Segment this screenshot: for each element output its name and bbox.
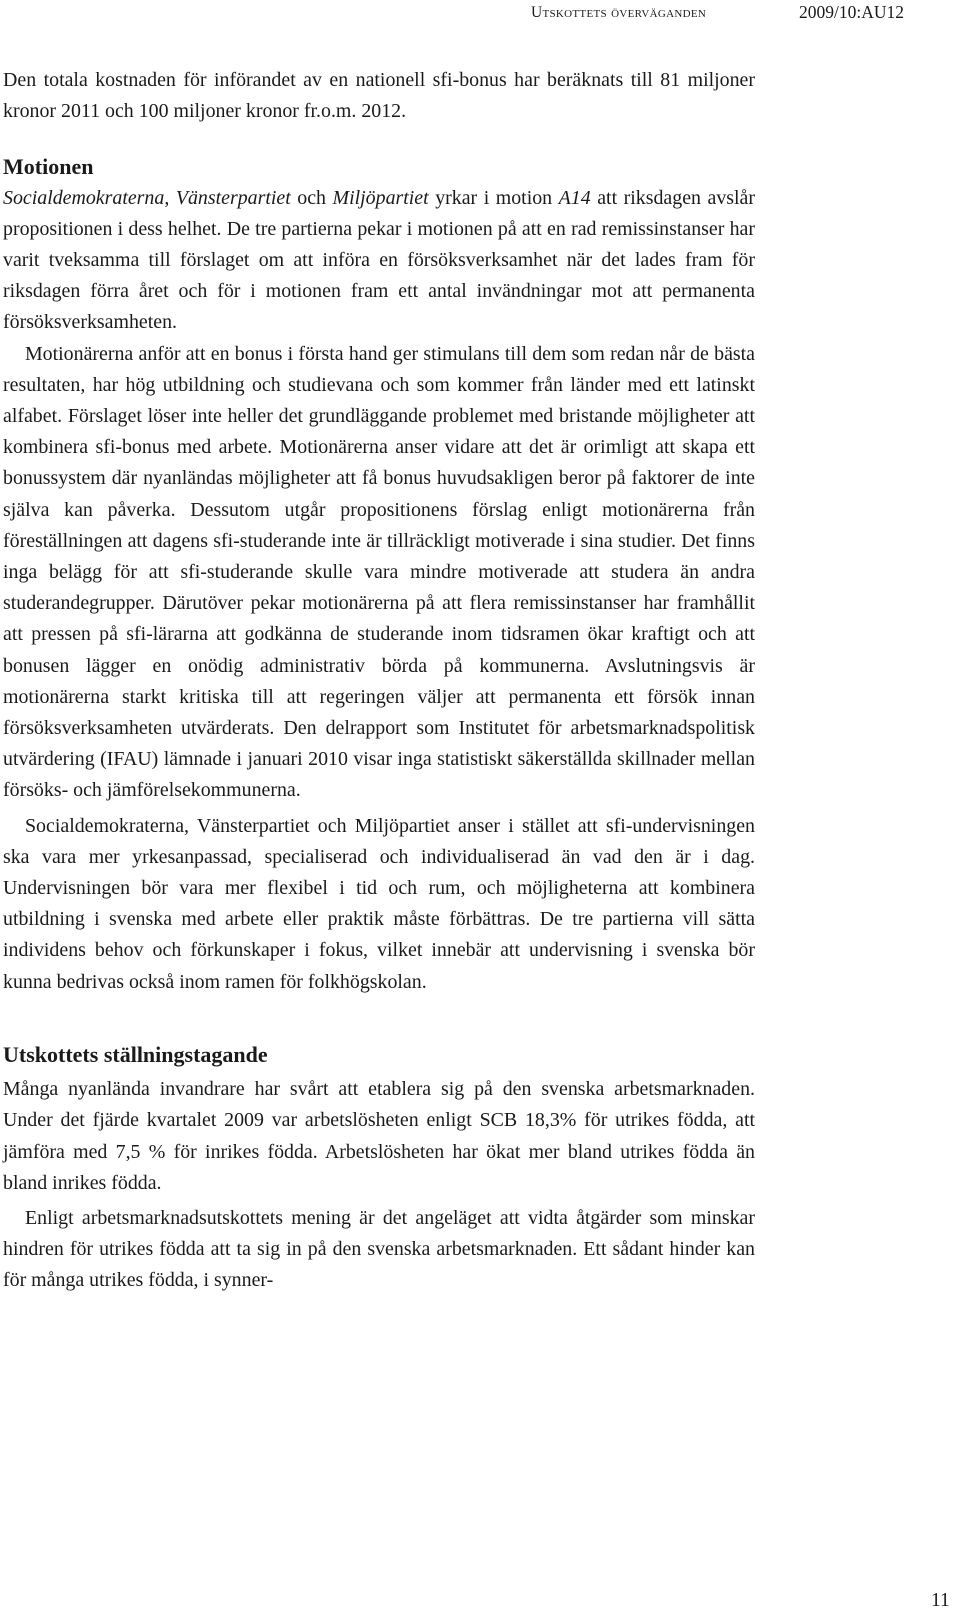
text-fragment: och — [290, 186, 333, 209]
committee-paragraph-1: Många nyanlända invandrare har svårt att etablera sig på den svenska arbetsmarknaden. Under det fjärde kvartalet 2009 var arbetslösheten enligt SCB 18,3% för utrikes födda, att jämföra med 7,5 % för inrikes födda. Arbetslösheten har ökat mer bland utrikes födda än bland inrikes födda. — [3, 1078, 755, 1194]
party-name: Vänsterpartiet — [175, 186, 291, 209]
text-fragment: , — [164, 186, 176, 209]
document-body — [3, 65, 755, 1297]
intro-paragraph: Den totala kostnaden för införandet av en nationell sfi-bonus har beräknats till 81 miljoner kronor 2011 och 100 miljoner kronor fr.o.m. 2012. — [3, 69, 755, 123]
header-section-title: Utskottets överväganden — [531, 4, 707, 21]
motion-paragraph-2: Motionärerna anför att en bonus i första hand ger stimulans till dem som redan når de bästa resultaten, har hög utbildning och studievana och som kommer från länder med ett latinskt alfabet. Förslaget löser inte heller det grundläggande problemet med bristande möjligheter att kombinera sfi-bonus med arbete. Motionärerna anser vidare att det är orimligt att skapa ett bonussystem där nyanländas möjligheter att få bonus huvudsakligen beror på faktorer de inte själva kan påverka. Dessutom utgår propositionens förslag enligt motionärerna från föreställningen att dagens sfi-studerande inte är tillräckligt motiverade i sina studier. Det finns inga belägg för att sfi-studerande skulle vara mindre motiverade att studera än andra studerandegrupper. Därutöver pekar motionärerna på att flera remissinstanser har framhållit att pressen på sfi-lärarna att godkänna de studerande inom tidsramen ökar kraftigt och att bonusen lägger en onödig administrativ börda på kommunerna. Avslutningsvis är motionärerna starkt kritiska till att regeringen väljer att permanenta ett försök innan försöksverksamheten utvärderats. Den delrapport som Institutet för arbetsmarknadspolitisk utvärdering (IFAU) lämnade i januari 2010 visar inga statistiskt säkerställda skillnader mellan försöks- och jämförelsekommunerna. — [3, 342, 755, 802]
party-name: Socialdemokraterna — [3, 186, 165, 209]
committee-paragraph-2: Enligt arbetsmarknadsutskottets mening är det angeläget att vidta åtgärder som minskar hindren för utrikes födda att ta sig in på den svenska arbetsmarknaden. Ett sådant hinder kan för många utrikes födda, i synner- — [3, 1206, 755, 1292]
heading-utskottets-stallningstagande: Utskottets ställningstagande — [3, 1041, 268, 1067]
text-fragment: att riksdagen avslår propositionen i dess helhet. De tre partierna pekar i motionen på att en rad remissinstanser har varit tveksamma till förslaget om att införa en försöksverksamhet när det lades fram för riksdagen förra året och för i motionen fram ett antal invändningar mot att permanenta försöksverksamheten. — [3, 186, 755, 334]
running-header — [0, 0, 960, 26]
motion-paragraph-3: Socialdemokraterna, Vänsterpartiet och Miljöpartiet anser i stället att sfi-undervisningen ska vara mer yrkesanpassad, specialiserad och individualiserad än vad den är i dag. Undervisningen bör vara mer flexibel i tid och rum, och möjligheterna att kombinera utbildning i svenska med arbete eller praktik måste förbättras. De tre partierna vill sätta individens behov och förkunskaper i fokus, vilket innebär att undervisning i svenska bör kunna bedrivas också inom ramen för folkhögskolan. — [3, 814, 755, 993]
party-name: Miljöpartiet — [332, 186, 429, 209]
motion-paragraph-1 — [3, 183, 755, 339]
header-document-id: 2009/10:AU12 — [799, 2, 904, 22]
page-number: 11 — [931, 1590, 950, 1611]
motion-id: A14 — [558, 186, 591, 209]
text-fragment: yrkar i motion — [428, 186, 559, 209]
heading-motionen: Motionen — [3, 154, 94, 180]
